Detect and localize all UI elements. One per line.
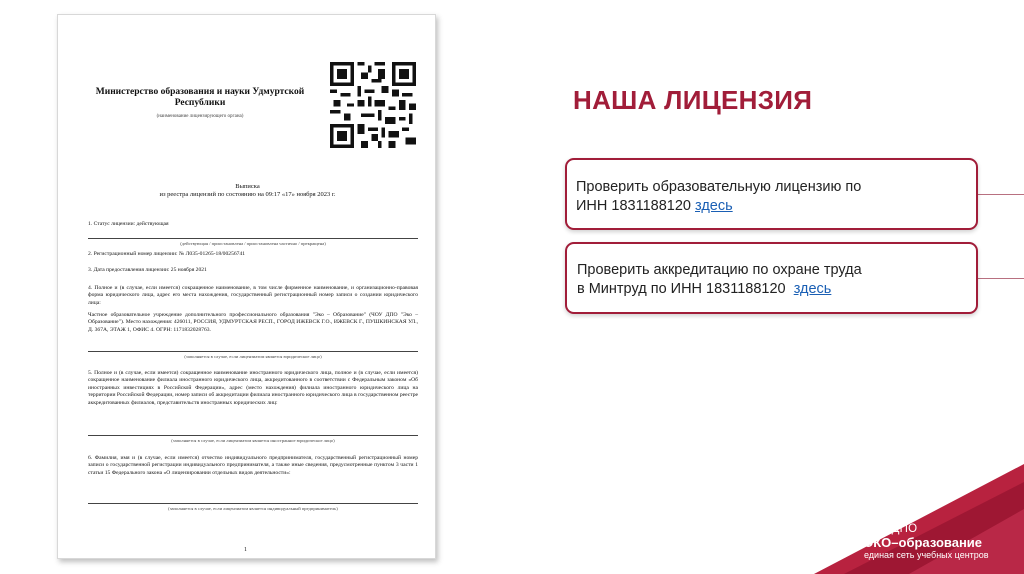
doc-item-5: 5. Полное и (в случае, если имеется) сокращенное наименование иностранного юридического лица, полное и (в случае, если имеется) сокращенное наименование филиала иностранного юридического лица, аккредитованного в соответствии с Федеральным законом «Об иностранных инвестициях в Российской Федерации», адрес (место нахождения) филиала иностранного юридического лица на территории Российской Федерации, номер записи об аккредитации филиала иностранного юридического лица в государственном реестре аккредитованных филиалов, представительств иностранных юридических лиц: bbox=[88, 370, 418, 406]
extract-subheading: из реестра лицензий по состоянию на 09:17 «17» ноября 2023 г. bbox=[159, 191, 336, 198]
doc-item-6: 6. Фамилия, имя и (в случае, если имеется) отчество индивидуального предпринимателя, государственный регистрационный номер записи о государственной регистрации индивидуального предпринимателя, а также иные сведения, предусмотренные пунктом 3 части 1 статьи 15 Федерального закона «О лицензировании отдельных видов деятельности»: bbox=[88, 455, 418, 476]
brand-line1: ЧОУ ДПО bbox=[864, 523, 918, 535]
card-connector-1 bbox=[977, 194, 1024, 195]
qr-code-icon bbox=[330, 62, 416, 148]
inn-text: ИНН 1831188120 bbox=[576, 198, 691, 214]
doc-item-3: 3. Дата предоставления лицензии: 25 ноября 2021 bbox=[88, 267, 207, 273]
card-text-line1: Проверить образовательную лицензию по bbox=[576, 179, 862, 195]
brand-line2: ЭКО–образование bbox=[864, 535, 983, 550]
doc-item-1: 1. Статус лицензии: действующая bbox=[88, 221, 169, 227]
accreditation-check-card bbox=[565, 242, 978, 314]
card-text-line2 bbox=[576, 197, 976, 216]
doc-item-5-note: (заполняется в случае, если лицензиатом является иностранное юридическое лицо) bbox=[171, 438, 335, 443]
doc-item-1-note: (действующая / приостановлена / приостановлена частично / прекращена) bbox=[180, 241, 326, 246]
license-check-link[interactable]: здесь bbox=[695, 198, 733, 214]
brand-line3: единая сеть учебных центров bbox=[864, 550, 989, 560]
doc-item-2: 2. Регистрационный номер лицензии: № Л035-01265-18/00256741 bbox=[88, 251, 246, 257]
extract-title bbox=[78, 183, 417, 199]
page-number: 1 bbox=[244, 547, 247, 553]
brand-logo bbox=[864, 523, 989, 561]
inn-text: в Минтруд по ИНН 1831188120 bbox=[577, 281, 786, 297]
card-text-line1: Проверить аккредитацию по охране труда bbox=[577, 262, 862, 278]
ministry-name: Министерство образования и науки Удмуртской Республики bbox=[95, 87, 305, 108]
page-title: НАША ЛИЦЕНЗИЯ bbox=[573, 85, 813, 115]
ministry-note: (наименование лицензирующего органа) bbox=[156, 114, 244, 119]
doc-item-4-note: (заполняется в случае, если лицензиатом является юридическое лицо) bbox=[184, 354, 322, 359]
license-document bbox=[57, 14, 436, 559]
doc-item-4-value: Частное образовательное учреждение дополнительного профессионального образования "Эко – Образование" (ЧОУ ДПО "Эко – Образование"). Место нахождения: 426011, РОССИЯ, УДМУРТСКАЯ РЕСП., ГОРОД ИЖЕВСК Г.О., ИЖЕВСК Г., ПУШКИНСКАЯ УЛ., Д. 367А, ЭТАЖ 1, ОФИС 4. ОГРН: 1171832028763. bbox=[88, 312, 418, 333]
license-check-card bbox=[565, 158, 978, 230]
extract-heading: Выписка bbox=[235, 183, 260, 190]
doc-item-6-note: (заполняется в случае, если лицензиатом является индивидуальный предприниматель) bbox=[168, 506, 338, 511]
doc-item-4: 4. Полное и (в случае, если имеется) сокращенное наименование, в том числе фирменное наименование, и организационно-правовая форма юридического лица, адрес его места нахождения, государственный регистрационный номер записи о создании юридического лица: bbox=[88, 285, 418, 306]
card-text-line2 bbox=[577, 280, 976, 299]
accreditation-check-link[interactable]: здесь bbox=[793, 281, 832, 297]
card-connector-2 bbox=[977, 278, 1024, 279]
